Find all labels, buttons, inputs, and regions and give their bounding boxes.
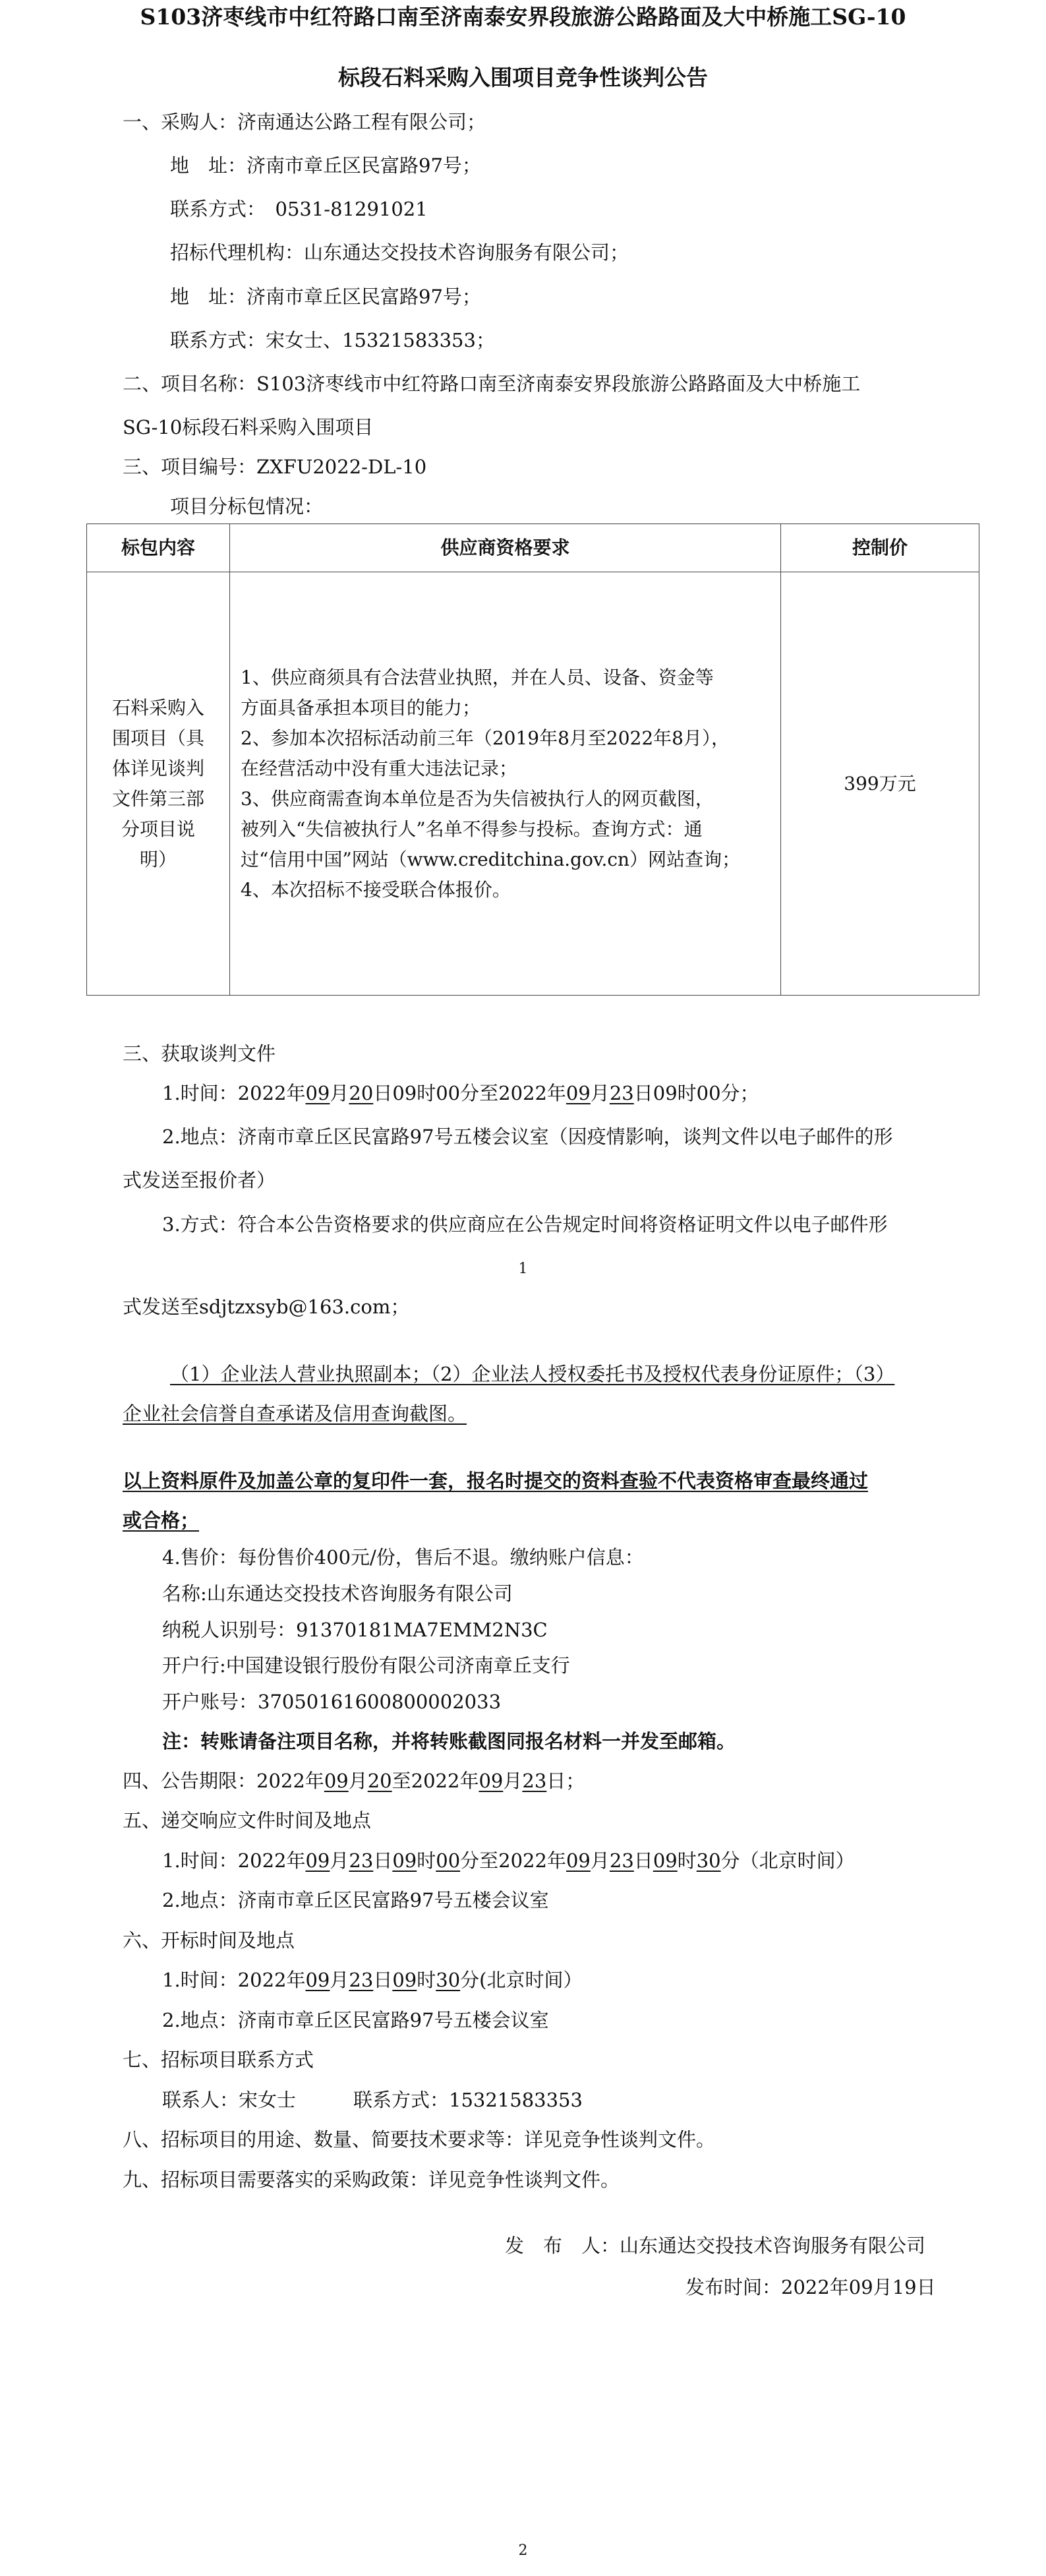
document-title-line-1: S103济枣线市中红符路口南至济南泰安界段旅游公路路面及大中桥施工SG-10 [140, 4, 906, 30]
text-segment: 月 [590, 1082, 610, 1104]
transfer-note: 注：转账请备注项目名称，并将转账截图同报名材料一并发至邮箱。 [162, 1730, 736, 1752]
requirement-line: 4、本次招标不接受联合体报价。 [241, 878, 511, 901]
underlined-day: 20 [367, 1770, 392, 1792]
qualification-notice-line-1: 以上资料原件及加盖公章的复印件一套，报名时提交的资料查验不代表资格审查最终通过 [123, 1470, 869, 1492]
purchaser: 一、采购人：济南通达公路工程有限公司； [123, 111, 486, 133]
page-number-2: 2 [518, 2542, 528, 2559]
submission-heading: 五、递交响应文件时间及地点 [123, 1809, 372, 1832]
account-number: 开户账号：37050161600800002033 [162, 1691, 502, 1713]
bid-opening-time [162, 1967, 582, 1993]
project-purpose: 八、招标项目的用途、数量、简要技术要求等：详见竞争性谈判文件。 [123, 2128, 716, 2151]
underlined-hour: 09 [392, 1969, 417, 1991]
underlined-minute: 00 [436, 1849, 461, 1872]
bank-name: 开户行:中国建设银行股份有限公司济南章丘支行 [162, 1654, 570, 1677]
requirement-line: 被列入“失信被执行人”名单不得参与投标。查询方式：通 [241, 818, 703, 840]
text-segment: 1.时间：2022年 [162, 1969, 306, 1991]
text-segment: 月 [503, 1770, 523, 1792]
underlined-month: 09 [305, 1969, 330, 1991]
obtain-docs-method-line-2: 式发送至sdjtzxsyb@163.com； [123, 1296, 410, 1318]
bidding-agency: 招标代理机构：山东通达交投技术咨询服务有限公司； [170, 241, 629, 264]
text-segment: 日； [546, 1770, 585, 1792]
qualification-notice-line-2: 或合格； [123, 1509, 200, 1532]
text-segment: 1.时间：2022年 [162, 1082, 306, 1104]
requirement-line: 2、参加本次招标活动前三年（2019年8月至2022年8月）， [241, 727, 730, 749]
underlined-day: 20 [349, 1082, 374, 1104]
underlined-month: 09 [324, 1770, 349, 1792]
account-name: 名称:山东通达交投技术咨询服务有限公司 [162, 1582, 513, 1605]
text-segment: 四、公告期限：2022年 [123, 1770, 324, 1792]
document-title-line-2: 标段石料采购入围项目竞争性谈判公告 [338, 65, 708, 90]
text-segment: 至2022年 [392, 1770, 479, 1792]
text-segment: 时 [677, 1849, 697, 1872]
underlined-month: 09 [566, 1849, 591, 1872]
agency-address: 地 址：济南市章丘区民富路97号； [170, 285, 481, 308]
text-segment: 分至2022年 [460, 1849, 566, 1872]
project-name-line-1: 二、项目名称：S103济枣线市中红符路口南至济南泰安界段旅游公路路面及大中桥施工 [123, 373, 861, 395]
page-number-1: 1 [518, 1261, 528, 1277]
requirement-line: 3、供应商需查询本单位是否为失信被执行人的网页截图， [241, 787, 714, 810]
table-row [87, 572, 979, 996]
header-package-content: 标包内容 [87, 524, 230, 572]
package-requirements-table [86, 524, 979, 996]
required-materials-line-2: 企业社会信誉自查承诺及信用查询截图。 [123, 1402, 467, 1425]
bid-opening-place: 2.地点：济南市章丘区民富路97号五楼会议室 [162, 2009, 549, 2031]
underlined-hour: 09 [392, 1849, 417, 1872]
purchaser-contact: 联系方式： 0531-81291021 [170, 198, 428, 220]
underlined-minute: 30 [436, 1969, 461, 1991]
requirement-line: 在经营活动中没有重大违法记录； [241, 757, 518, 779]
requirement-line: 1、供应商须具有合法营业执照，并在人员、设备、资金等 [241, 666, 714, 688]
obtain-docs-place-line-1: 2.地点：济南市章丘区民富路97号五楼会议室（因疫情影响，谈判文件以电子邮件的形 [162, 1125, 893, 1148]
underlined-day: 23 [349, 1849, 374, 1872]
text-segment: 日 [633, 1849, 653, 1872]
underlined-day: 23 [349, 1969, 374, 1991]
required-materials-line-1: （1）企业法人营业执照副本；（2）企业法人授权委托书及授权代表身份证原件；（3） [170, 1363, 895, 1385]
obtain-docs-place-line-2: 式发送至报价者） [123, 1169, 276, 1191]
text-segment: 月 [348, 1770, 368, 1792]
underlined-hour: 09 [653, 1849, 678, 1872]
underlined-day: 23 [522, 1770, 547, 1792]
publish-date: 发布时间：2022年09月19日 [685, 2276, 936, 2298]
obtain-docs-heading: 三、获取谈判文件 [123, 1042, 276, 1065]
project-name-line-2: SG-10标段石料采购入围项目 [123, 416, 374, 438]
underlined-day: 23 [609, 1849, 634, 1872]
table-header-row [87, 524, 979, 572]
text-segment: 日09时00分； [633, 1082, 759, 1104]
contact-heading: 七、招标项目联系方式 [123, 2049, 314, 2071]
package-content-line: 文件第三部 [111, 787, 204, 810]
package-content-cell [87, 572, 230, 996]
purchaser-address: 地 址：济南市章丘区民富路97号； [170, 154, 481, 177]
contact-info: 联系人：宋女士 联系方式：15321583353 [162, 2089, 583, 2111]
text-segment: 月 [330, 1082, 349, 1104]
text-segment: 1.时间：2022年 [162, 1849, 306, 1872]
package-content-line: 石料采购入 [111, 696, 204, 719]
package-content-line: 围项目（具 [111, 727, 204, 749]
obtain-docs-time [162, 1080, 759, 1106]
text-segment: 月 [330, 1969, 349, 1991]
procurement-policy: 九、招标项目需要落实的采购政策：详见竞争性谈判文件。 [123, 2169, 620, 2191]
package-content-line: 体详见谈判 [111, 757, 204, 779]
text-segment: 月 [590, 1849, 610, 1872]
agency-contact: 联系方式：宋女士、15321583353； [170, 329, 495, 351]
text-segment: 日 [373, 1969, 393, 1991]
taxpayer-id: 纳税人识别号：91370181MA7EMM2N3C [162, 1619, 548, 1641]
text-segment: 日09时00分至2022年 [373, 1082, 566, 1104]
packages-intro: 项目分标包情况： [170, 495, 324, 518]
text-segment: 分（北京时间） [720, 1849, 855, 1872]
bid-opening-heading: 六、开标时间及地点 [123, 1929, 295, 1952]
announcement-period [123, 1768, 585, 1794]
requirement-line: 方面具备承担本项目的能力； [241, 696, 481, 719]
underlined-month: 09 [305, 1849, 330, 1872]
requirement-line: 过“信用中国”网站（www.creditchina.gov.cn）网站查询； [241, 848, 741, 870]
underlined-day: 23 [609, 1082, 634, 1104]
text-segment: 分(北京时间） [460, 1969, 583, 1991]
text-segment: 时 [417, 1849, 436, 1872]
submission-place: 2.地点：济南市章丘区民富路97号五楼会议室 [162, 1889, 549, 1911]
header-supplier-requirements: 供应商资格要求 [230, 524, 781, 572]
text-segment: 时 [417, 1969, 436, 1991]
supplier-requirements-cell [230, 572, 781, 996]
sale-price-info: 4.售价：每份售价400元/份，售后不退。缴纳账户信息： [162, 1546, 644, 1569]
text-segment: 日 [373, 1849, 393, 1872]
publisher: 发 布 人：山东通达交投技术咨询服务有限公司 [505, 2234, 926, 2257]
package-content-line: 明） [139, 848, 177, 870]
package-content-line: 分项目说 [121, 818, 195, 840]
underlined-minute: 30 [696, 1849, 721, 1872]
text-segment: 月 [330, 1849, 349, 1872]
header-control-price: 控制价 [781, 524, 979, 572]
submission-time [162, 1847, 855, 1874]
obtain-docs-method-line-1: 3.方式：符合本公告资格要求的供应商应在公告规定时间将资格证明文件以电子邮件形 [162, 1213, 888, 1236]
underlined-month: 09 [305, 1082, 330, 1104]
underlined-month: 09 [566, 1082, 591, 1104]
underlined-month: 09 [479, 1770, 504, 1792]
control-price-cell: 399万元 [781, 572, 979, 996]
project-number: 三、项目编号：ZXFU2022-DL-10 [123, 456, 427, 478]
